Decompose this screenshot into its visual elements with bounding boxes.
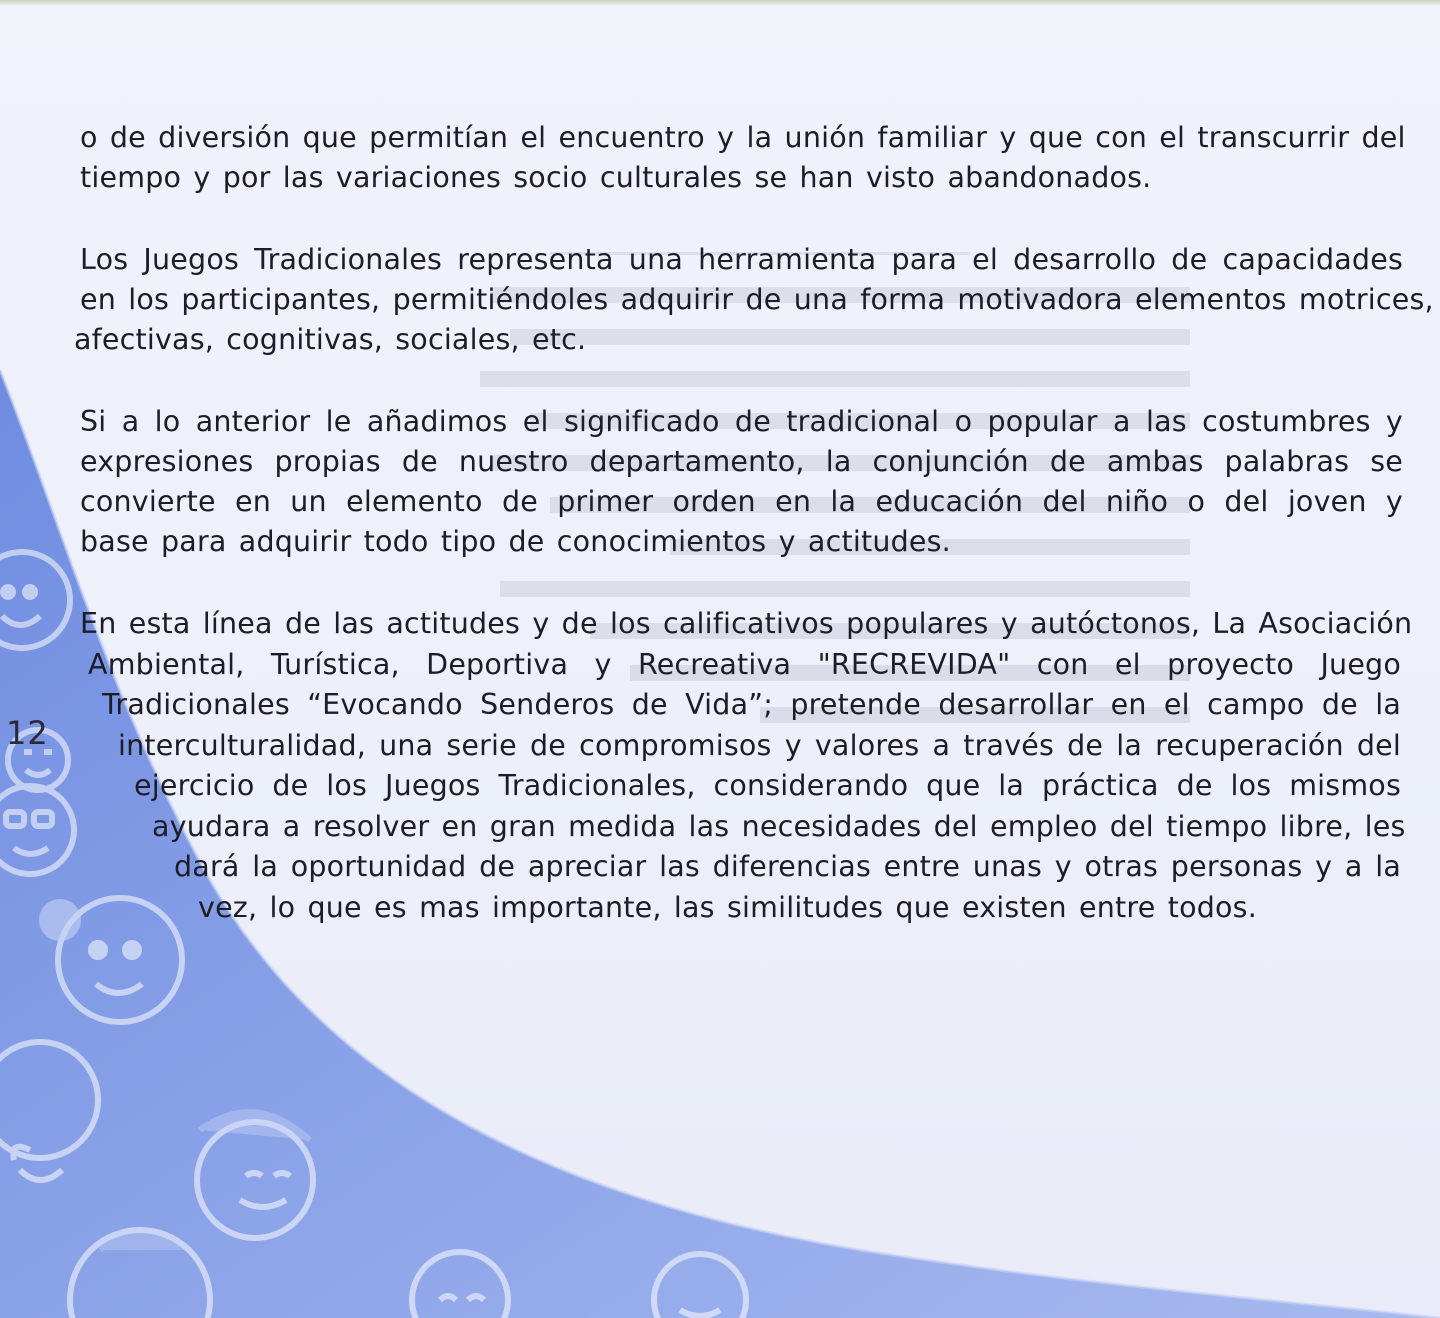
text-line: Si a lo anterior le añadimos el significado de tradicional o popular a las costumbres y <box>80 405 1403 438</box>
paragraph-3 <box>80 402 1403 562</box>
text-line: Ambiental, Turística, Deportiva y Recreativa "RECREVIDA" con el proyecto Juego <box>88 648 1401 681</box>
text-line: base para adquirir todo tipo de conocimientos y actitudes. <box>80 525 951 558</box>
text-line: ayudara a resolver en gran medida las necesidades del empleo del tiempo libre, les <box>152 810 1406 843</box>
text-line: vez, lo que es mas importante, las similitudes que existen entre todos. <box>198 891 1257 924</box>
page-number: 12 <box>6 714 49 752</box>
text-line: En esta línea de las actitudes y de los calificativos populares y autóctonos, La Asociación <box>80 607 1413 640</box>
text-line: en los participantes, permitiéndoles adquirir de una forma motivadora elementos motrices, <box>80 283 1434 316</box>
text-line: convierte en un elemento de primer orden en la educación del niño o del joven y <box>80 485 1403 518</box>
text-line: tiempo y por las variaciones socio culturales se han visto abandonados. <box>80 161 1152 194</box>
text-line: expresiones propias de nuestro departamento, la conjunción de ambas palabras se <box>80 445 1403 478</box>
text-line: interculturalidad, una serie de compromisos y valores a través de la recuperación del <box>118 729 1401 762</box>
paragraph-1 <box>80 118 1406 198</box>
text-line: Los Juegos Tradicionales representa una herramienta para el desarrollo de capacidades <box>80 243 1403 276</box>
text-line: o de diversión que permitían el encuentro y la unión familiar y que con el transcurrir del <box>80 121 1406 154</box>
text-line: dará la oportunidad de apreciar las diferencias entre unas y otras personas y a la <box>174 850 1401 883</box>
text-line: ejercicio de los Juegos Tradicionales, considerando que la práctica de los mismos <box>134 769 1401 802</box>
text-line: afectivas, cognitivas, sociales, etc. <box>74 323 587 356</box>
text-line: Tradicionales “Evocando Senderos de Vida”; pretende desarrollar en el campo de la <box>102 688 1401 721</box>
paragraph-2 <box>74 240 1434 360</box>
